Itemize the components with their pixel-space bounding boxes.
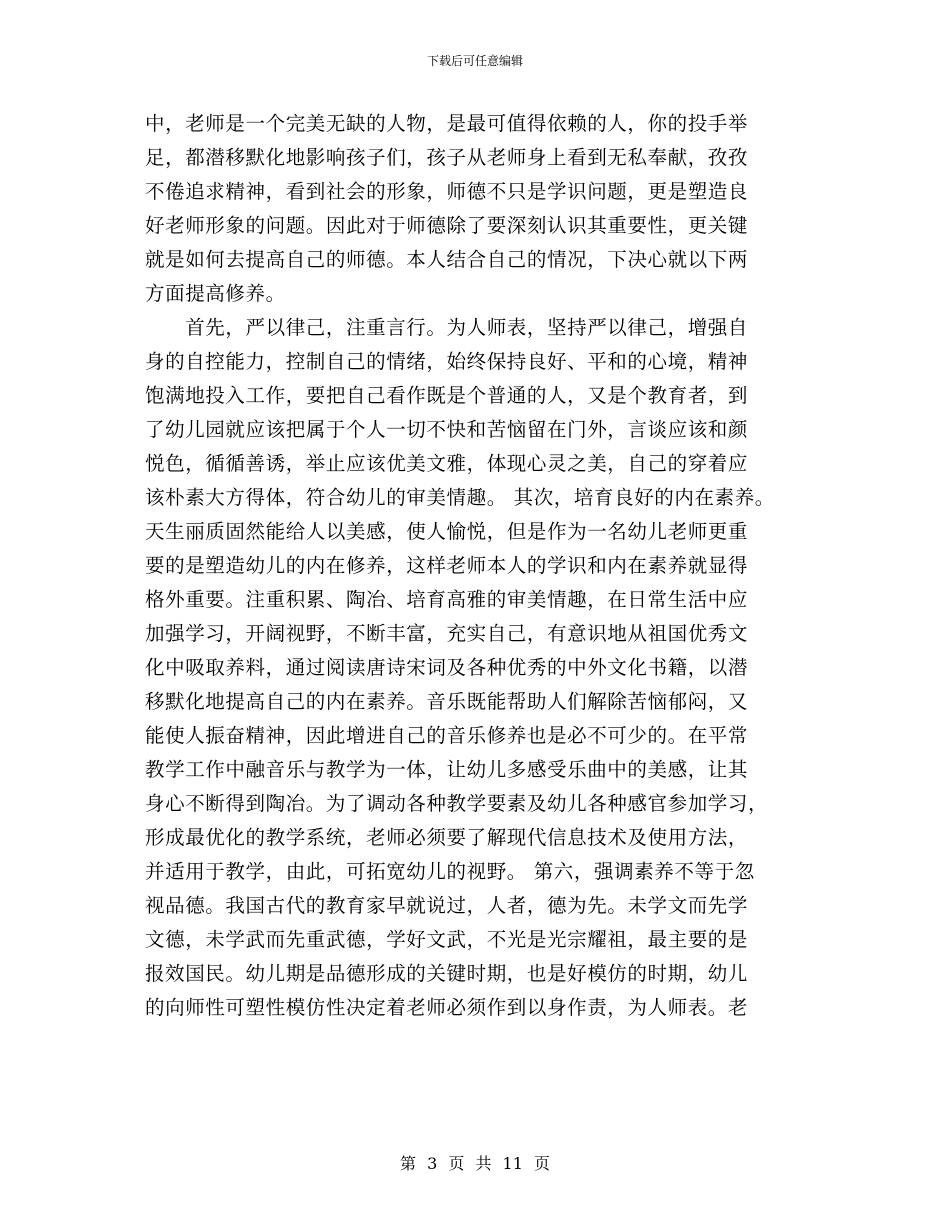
text-line: 悦色，循循善诱，举止应该优美文雅，体现心灵之美，自己的穿着应 <box>145 452 749 475</box>
text-line: 首先，严以律己，注重言行。为人师表，坚持严以律己，增强自 <box>145 316 749 339</box>
text-line: 报效国民。幼儿期是品德形成的关键时期，也是好模仿的时期，幼儿 <box>145 962 749 985</box>
text-line: 了幼儿园就应该把属于个人一切不快和苦恼留在门外，言谈应该和颜 <box>145 418 749 441</box>
text-line: 教学工作中融音乐与教学为一体，让幼儿多感受乐曲中的美感，让其 <box>145 758 749 781</box>
text-line: 该朴素大方得体，符合幼儿的审美情趣。 其次，培育良好的内在素养。 <box>145 486 775 509</box>
text-line: 饱满地投入工作，要把自己看作既是个普通的人，又是个教育者，到 <box>145 384 749 407</box>
text-line: 并适用于教学，由此，可拓宽幼儿的视野。 第六，强调素养不等于忽 <box>145 860 755 883</box>
text-line: 身的自控能力，控制自己的情绪，始终保持良好、平和的心境，精神 <box>145 350 749 373</box>
text-line: 就是如何去提高自己的师德。本人结合自己的情况，下决心就以下两 <box>145 248 749 271</box>
text-line: 能使人振奋精神，因此增进自己的音乐修养也是必不可少的。在平常 <box>145 724 749 747</box>
text-line: 化中吸取养料，通过阅读唐诗宋词及各种优秀的中外文化书籍，以潜 <box>145 656 749 679</box>
page-footer: 第 3 页 共 11 页 <box>400 1154 550 1173</box>
text-line: 加强学习，开阔视野，不断丰富，充实自己，有意识地从祖国优秀文 <box>145 622 749 645</box>
text-line: 足，都潜移默化地影响孩子们，孩子从老师身上看到无私奉献，孜孜 <box>145 146 749 169</box>
text-line: 天生丽质固然能给人以美感，使人愉悦，但是作为一名幼儿老师更重 <box>145 520 749 543</box>
text-line: 格外重要。注重积累、陶冶、培育高雅的审美情趣，在日常生活中应 <box>145 588 749 611</box>
text-line: 移默化地提高自己的内在素养。音乐既能帮助人们解除苦恼郁闷，又 <box>145 690 749 713</box>
page-header: 下载后可任意编辑 <box>426 54 523 68</box>
text-line: 方面提高修养。 <box>145 282 286 305</box>
text-line: 要的是塑造幼儿的内在修养，这样老师本人的学识和内在素养就显得 <box>145 554 749 577</box>
text-line: 视品德。我国古代的教育家早就说过，人者，德为先。未学文而先学 <box>145 894 749 917</box>
text-line: 的向师性可塑性模仿性决定着老师必须作到以身作责，为人师表。老 <box>145 996 749 1019</box>
text-line: 形成最优化的教学系统，老师必须要了解现代信息技术及使用方法， <box>145 826 749 849</box>
text-line: 中，老师是一个完美无缺的人物，是最可值得依赖的人，你的投手举 <box>145 112 749 135</box>
text-line: 文德，未学武而先重武德，学好文武，不光是光宗耀祖，最主要的是 <box>145 928 749 951</box>
text-line: 好老师形象的问题。因此对于师德除了要深刻认识其重要性，更关键 <box>145 214 749 237</box>
text-line: 身心不断得到陶冶。为了调动各种教学要素及幼儿各种感官参加学习， <box>145 792 769 815</box>
text-line: 不倦追求精神，看到社会的形象，师德不只是学识问题，更是塑造良 <box>145 180 749 203</box>
